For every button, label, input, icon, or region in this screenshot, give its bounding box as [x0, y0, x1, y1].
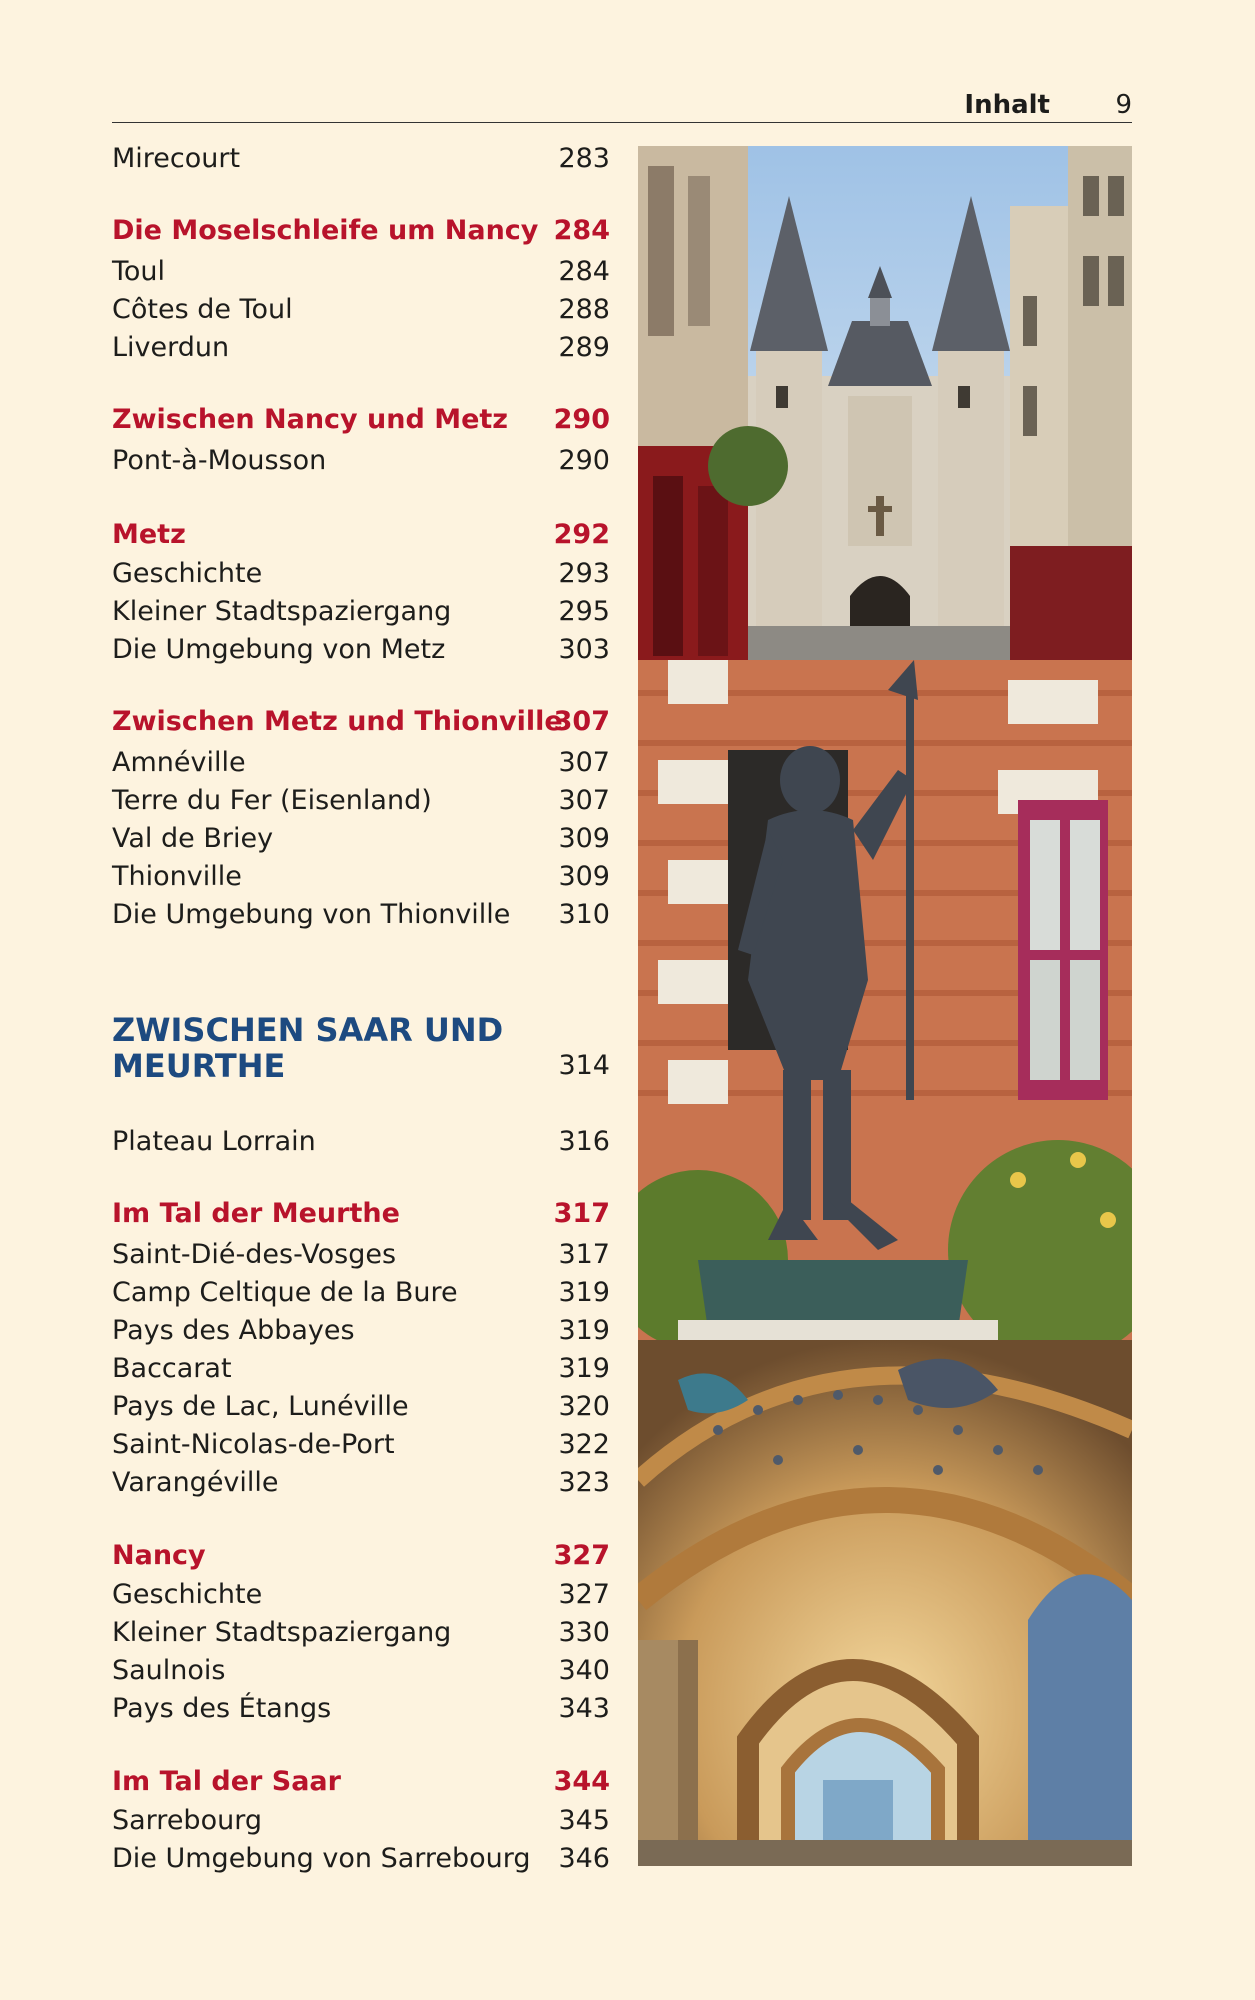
toc-entry-title: Geschichte: [112, 1579, 263, 1610]
toc-entry-title: Die Umgebung von Sarrebourg: [112, 1843, 531, 1874]
toc-entry[interactable]: [112, 784, 610, 818]
toc-entry-title: Nancy: [112, 1540, 206, 1571]
toc-entry-page: 320: [558, 1391, 610, 1422]
toc-entry-page: 316: [558, 1126, 610, 1157]
toc-entry-title: Kleiner Stadtspaziergang: [112, 596, 452, 627]
toc-entry-page: 319: [558, 1277, 610, 1308]
toc-entry[interactable]: [112, 746, 610, 780]
toc-entry-title: Pays de Lac, Lunéville: [112, 1391, 409, 1422]
toc-entry[interactable]: [112, 331, 610, 365]
toc-entry-title: Im Tal der Saar: [112, 1766, 341, 1797]
toc-entry-page: 290: [553, 404, 610, 435]
toc-entry-page: 293: [558, 558, 610, 589]
toc-entry[interactable]: [112, 1616, 610, 1650]
toc-entry-page: 327: [558, 1579, 610, 1610]
toc-entry-title: Pays des Étangs: [112, 1693, 332, 1724]
toc-entry-title: Amnéville: [112, 747, 246, 778]
toc-entry[interactable]: [112, 633, 610, 667]
toc-entry-page: 344: [553, 1766, 610, 1797]
toc-entry-page: 327: [553, 1540, 610, 1571]
toc-entry-page: 292: [553, 519, 610, 550]
toc-entry-title: Liverdun: [112, 332, 230, 363]
toc-entry-page: 319: [558, 1353, 610, 1384]
toc-entry-title: Baccarat: [112, 1353, 232, 1384]
toc-entry-page: 307: [558, 785, 610, 816]
toc-entry[interactable]: [112, 1238, 610, 1272]
toc-section-heading[interactable]: [112, 1539, 610, 1573]
toc-entry[interactable]: [112, 1314, 610, 1348]
toc-entry-page: 295: [558, 596, 610, 627]
toc-entry[interactable]: [112, 1390, 610, 1424]
toc-chapter-heading[interactable]: [112, 1012, 610, 1088]
toc-entry-title: Die Moselschleife um Nancy: [112, 215, 539, 246]
toc-entry[interactable]: [112, 1654, 610, 1688]
toc-entry-page: 323: [558, 1467, 610, 1498]
page-number: 9: [1115, 90, 1132, 120]
toc-entry[interactable]: [112, 255, 610, 289]
toc-entry[interactable]: [112, 1804, 610, 1838]
toc-entry-page: 340: [558, 1655, 610, 1686]
header-title: Inhalt: [964, 90, 1050, 120]
toc-section-heading[interactable]: [112, 403, 610, 437]
toc-entry-page: 303: [558, 634, 610, 665]
toc-entry-page: 307: [558, 747, 610, 778]
toc-entry-page: 310: [558, 899, 610, 930]
toc-entry-title: Im Tal der Meurthe: [112, 1198, 400, 1229]
toc-entry-page: 330: [558, 1617, 610, 1648]
toc-entry-title: Pont-à-Mousson: [112, 445, 327, 476]
toc-entry-title: Saint-Nicolas-de-Port: [112, 1429, 395, 1460]
city-gate-photo: [638, 146, 1132, 660]
toc-entry[interactable]: [112, 595, 610, 629]
toc-entry[interactable]: [112, 898, 610, 932]
toc-entry-title: Saint-Dié-des-Vosges: [112, 1239, 397, 1270]
toc-entry[interactable]: [112, 293, 610, 327]
toc-section-heading[interactable]: [112, 1765, 610, 1799]
toc-entry-title: Thionville: [112, 861, 242, 892]
toc-entry-page: 317: [558, 1239, 610, 1270]
toc-entry-title: Zwischen Metz und Thionville: [112, 706, 563, 737]
toc-entry[interactable]: [112, 860, 610, 894]
toc-entry-page: 309: [558, 861, 610, 892]
toc-entry[interactable]: [112, 444, 610, 478]
toc-entry-page: 284: [558, 256, 610, 287]
toc-entry-title: Zwischen Nancy und Metz: [112, 404, 509, 435]
toc-entry-title: Kleiner Stadtspaziergang: [112, 1617, 452, 1648]
crypt-photo: [638, 1340, 1132, 1866]
toc-entry-title: Toul: [112, 256, 166, 287]
toc-entry-title: Metz: [112, 519, 186, 550]
toc-entry-title: Saulnois: [112, 1655, 226, 1686]
toc-entry-title: Varangéville: [112, 1467, 279, 1498]
toc-entry-page: 319: [558, 1315, 610, 1346]
toc-section-heading[interactable]: [112, 1197, 610, 1231]
toc-entry[interactable]: [112, 1578, 610, 1612]
toc-entry-page: 317: [553, 1198, 610, 1229]
toc-entry-title: Mirecourt: [112, 143, 241, 174]
toc-entry-page: 322: [558, 1429, 610, 1460]
toc-entry-page: 289: [558, 332, 610, 363]
toc-entry-title: Die Umgebung von Metz: [112, 634, 446, 665]
toc-entry-page: 345: [558, 1805, 610, 1836]
toc-entry-page: 288: [558, 294, 610, 325]
toc-entry[interactable]: [112, 1428, 610, 1462]
toc-entry-title: Geschichte: [112, 558, 263, 589]
toc-entry[interactable]: [112, 822, 610, 856]
toc-entry[interactable]: [112, 1692, 610, 1726]
toc-entry-title: Val de Briey: [112, 823, 274, 854]
toc-entry-title: Sarrebourg: [112, 1805, 262, 1836]
toc-section-heading[interactable]: [112, 518, 610, 552]
statue-photo: [638, 660, 1132, 1340]
toc-entry-title: Côtes de Toul: [112, 294, 293, 325]
toc-entry[interactable]: [112, 1466, 610, 1500]
toc-entry-page: 307: [553, 706, 610, 737]
toc-entry[interactable]: [112, 557, 610, 591]
toc-entry-page: 314: [558, 1050, 610, 1081]
table-of-contents: [112, 0, 610, 2000]
toc-section-heading[interactable]: [112, 705, 610, 739]
toc-entry[interactable]: [112, 1842, 610, 1876]
toc-entry[interactable]: [112, 1352, 610, 1386]
toc-entry-title: Camp Celtique de la Bure: [112, 1277, 458, 1308]
toc-entry-page: 290: [558, 445, 610, 476]
toc-entry[interactable]: [112, 1125, 610, 1159]
toc-entry-page: 309: [558, 823, 610, 854]
toc-entry-page: 284: [553, 215, 610, 246]
toc-entry[interactable]: [112, 1276, 610, 1310]
toc-entry-title: Pays des Abbayes: [112, 1315, 355, 1346]
toc-entry-page: 343: [558, 1693, 610, 1724]
toc-entry-title: Die Umgebung von Thionville: [112, 899, 511, 930]
toc-entry-title: ZWISCHEN SAAR UND MEURTHE: [112, 1011, 504, 1085]
toc-entry-title: Plateau Lorrain: [112, 1126, 316, 1157]
toc-section-heading[interactable]: [112, 214, 610, 248]
toc-entry-title: Terre du Fer (Eisenland): [112, 785, 432, 816]
toc-entry-page: 283: [558, 143, 610, 174]
toc-entry[interactable]: [112, 142, 610, 176]
toc-entry-page: 346: [558, 1843, 610, 1874]
